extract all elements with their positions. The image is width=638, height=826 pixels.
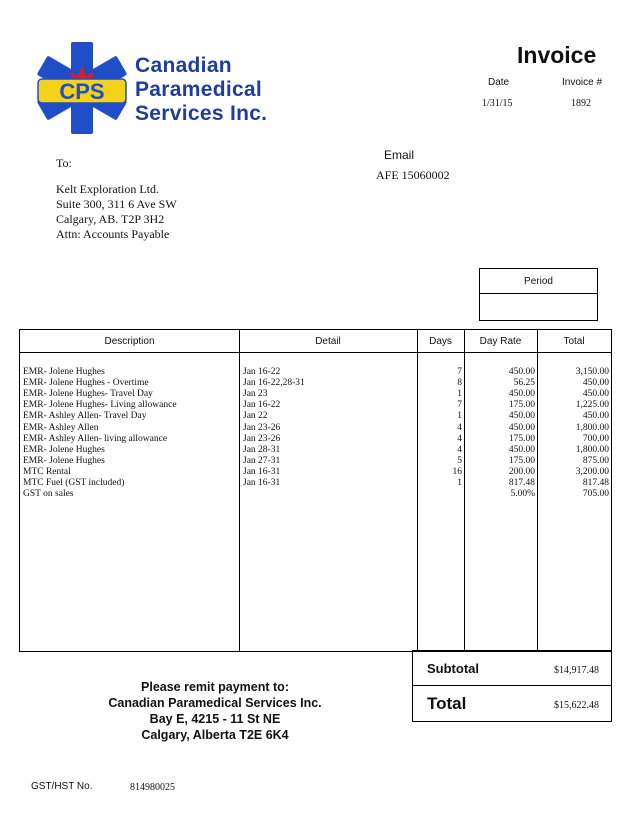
- cell-detail: Jan 23-26: [243, 433, 281, 444]
- cell-days: 1: [457, 389, 462, 400]
- company-name-line-1: Canadian: [135, 54, 232, 77]
- invoice-number: 1892: [571, 98, 591, 109]
- cell-description: EMR- Jolene Hughes - Overtime: [23, 378, 149, 389]
- cell-total: 450.00: [582, 389, 609, 400]
- cell-description: EMR- Ashley Allen- living allowance: [23, 433, 168, 444]
- totals-box: [412, 650, 612, 722]
- subtotal-label: Subtotal: [427, 661, 479, 676]
- remit-company: Canadian Paramedical Services Inc.: [108, 696, 322, 710]
- cell-total: 817.48: [582, 478, 609, 488]
- address-line: Kelt Exploration Ltd.: [56, 182, 159, 196]
- cell-rate: 817.48: [508, 478, 535, 488]
- period-divider: [480, 293, 597, 294]
- header-days: Days: [429, 336, 452, 347]
- cell-days: 4: [457, 433, 462, 444]
- cell-rate: 5.00%: [510, 489, 535, 500]
- cell-days: 7: [457, 400, 462, 411]
- cell-total: 1,225.00: [575, 400, 609, 411]
- star-of-life-icon: [30, 38, 134, 134]
- cell-rate: 450.00: [508, 367, 535, 377]
- address-line: Attn: Accounts Payable: [56, 227, 170, 241]
- cell-days: 16: [452, 466, 462, 477]
- address-line: Suite 300, 311 6 Ave SW: [56, 197, 177, 211]
- cell-rate: 200.00: [508, 466, 535, 477]
- cell-days: 8: [457, 378, 462, 389]
- cell-description: EMR- Jolene Hughes- Travel Day: [23, 389, 153, 400]
- cell-total: 3,150.00: [575, 367, 609, 377]
- cell-detail: Jan 16-31: [243, 478, 281, 488]
- header-detail: Detail: [315, 336, 341, 347]
- date-label: Date: [488, 77, 510, 88]
- cell-detail: Jan 28-31: [243, 444, 281, 455]
- cell-total: 450.00: [582, 378, 609, 389]
- cell-rate: 450.00: [508, 411, 535, 422]
- cell-description: EMR- Jolene Hughes- Living allowance: [23, 400, 177, 411]
- cell-description: EMR- Jolene Hughes: [23, 367, 105, 377]
- cell-total: 3,200.00: [575, 466, 609, 477]
- period-label: Period: [524, 276, 553, 287]
- header-divider: [20, 352, 611, 353]
- company-name-line-3: Services Inc.: [135, 102, 268, 125]
- cell-detail: Jan 16-22: [243, 367, 281, 377]
- cell-detail: Jan 22: [243, 411, 268, 422]
- cell-detail: Jan 16-22: [243, 400, 281, 411]
- cell-description: EMR- Jolene Hughes: [23, 455, 105, 466]
- cell-days: 5: [457, 455, 462, 466]
- total-label: Total: [427, 694, 467, 713]
- header-description: Description: [104, 336, 155, 347]
- subtotal-value: $14,917.48: [554, 665, 599, 676]
- logo-lettering: CPS: [59, 79, 105, 104]
- cell-detail: Jan 27-31: [243, 455, 281, 466]
- company-name-line-2: Paramedical: [135, 78, 263, 101]
- total-value: $15,622.48: [554, 700, 599, 711]
- company-logo: [30, 38, 134, 134]
- cell-days: 4: [457, 422, 462, 433]
- cell-rate: 450.00: [508, 422, 535, 433]
- cell-rate: 175.00: [508, 455, 535, 466]
- cell-days: 1: [457, 411, 462, 422]
- bill-to-label: To:: [56, 156, 72, 170]
- cell-days: 7: [457, 367, 462, 377]
- cell-description: GST on sales: [23, 489, 74, 500]
- column-divider: [239, 330, 240, 651]
- invoice-title: Invoice: [517, 42, 597, 68]
- cell-days: 4: [457, 444, 462, 455]
- cell-description: MTC Rental: [23, 466, 71, 477]
- email-label: Email: [384, 148, 415, 162]
- totals-divider: [413, 685, 611, 686]
- remit-heading: Please remit payment to:: [141, 680, 289, 694]
- header-total: Total: [563, 336, 585, 347]
- cell-total: 700.00: [582, 433, 609, 444]
- cell-rate: 450.00: [508, 444, 535, 455]
- gst-number: 814980025: [130, 782, 175, 793]
- cell-description: EMR- Ashley Allen: [23, 422, 99, 433]
- cell-rate: 175.00: [508, 400, 535, 411]
- cell-total: 1,800.00: [575, 444, 609, 455]
- cell-detail: Jan 16-22,28-31: [243, 378, 305, 389]
- cell-detail: Jan 23: [243, 389, 268, 400]
- period-box: [479, 268, 598, 321]
- invoice-number-label: Invoice #: [562, 77, 603, 88]
- address-line: Calgary, AB. T2P 3H2: [56, 212, 165, 226]
- cell-description: EMR- Jolene Hughes: [23, 444, 105, 455]
- cell-total: 875.00: [582, 455, 609, 466]
- invoice-date: 1/31/15: [482, 98, 513, 109]
- gst-label: GST/HST No.: [31, 781, 93, 792]
- cell-description: EMR- Ashley Allen- Travel Day: [23, 411, 147, 422]
- remit-city: Calgary, Alberta T2E 6K4: [141, 728, 289, 742]
- cell-days: 1: [457, 478, 462, 488]
- cell-rate: 175.00: [508, 433, 535, 444]
- cell-detail: Jan 16-31: [243, 466, 281, 477]
- cell-rate: 56.25: [513, 378, 535, 389]
- cell-rate: 450.00: [508, 389, 535, 400]
- cell-total: 705.00: [582, 489, 609, 500]
- header-day-rate: Day Rate: [479, 336, 522, 347]
- cell-total: 450.00: [582, 411, 609, 422]
- afe-number: AFE 15060002: [376, 168, 450, 182]
- cell-description: MTC Fuel (GST included): [23, 478, 125, 488]
- cell-detail: Jan 23-26: [243, 422, 281, 433]
- cell-total: 1,800.00: [575, 422, 609, 433]
- line-items-table: [19, 329, 612, 652]
- remit-address: Bay E, 4215 - 11 St NE: [149, 712, 281, 726]
